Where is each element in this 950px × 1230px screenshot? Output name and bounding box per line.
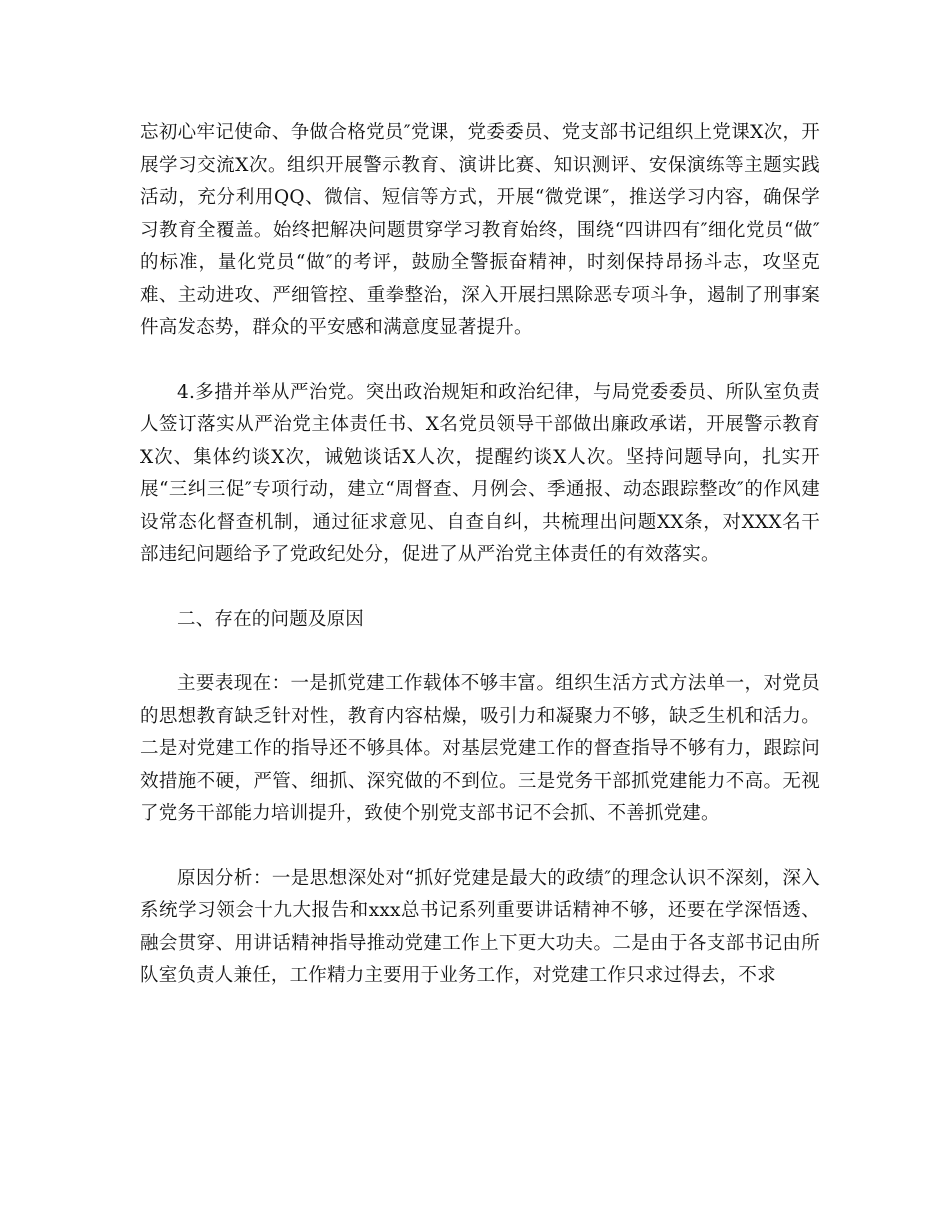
paragraph-continued-study-activities: 忘初心牢记使命、争做合格党员″党课，党委委员、党支部书记组织上党课X次，开展学习交流X次。组织开展警示教育、演讲比赛、知识测评、安保演练等主题实践活动，充分利用QQ、微信、短信等方式，开展“微党课″，推送学习内容，确保学习教育全覆盖。始终把解决问题贯穿学习教育始终，围绕“四讲四有″细化党员“做″的标准，量化党员“做″的考评，鼓励全警振奋精神，时刻保持昂扬斗志，攻坚克难、主动进攻、严细管控、重拳整治，深入开展扫黑除恶专项斗争，遏制了刑事案件高发态势，群众的平安感和满意度显著提升。 — [140, 122, 820, 338]
paragraph-main-problems: 主要表现在：一是抓党建工作载体不够丰富。组织生活方式方法单一，对党员的思想教育缺乏针对性，教育内容枯燥，吸引力和凝聚力不够，缺乏生机和活力。二是对党建工作的指导还不够具体。对基层党建工作的督查指导不够有力，跟踪问效措施不硬，严管、细抓、深究做的不到位。三是党务干部抓党建能力不高。无视了党务干部能力培训提升，致使个别党支部书记不会抓、不善抓党建。 — [140, 673, 820, 824]
paragraph-cause-analysis: 原因分析：一是思想深处对“抓好党建是最大的政绩″的理念认识不深刻，深入系统学习领会十九大报告和xxx总书记系列重要讲话精神不够，还要在学深悟透、融会贯穿、用讲话精神指导推动党建工作上下更大功夫。二是由于各支部书记由所队室负责人兼任，工作精力主要用于业务工作，对党建工作只求过得去，不求 — [140, 867, 820, 986]
paragraph-strict-party-governance: 4.多措并举从严治党。突出政治规矩和政治纪律，与局党委委员、所队室负责人签订落实从严治党主体责任书、X名党员领导干部做出廉政承诺，开展警示教育X次、集体约谈X次，诫勉谈话X人次，提醒约谈X人次。坚持问题导向，扎实开展“三纠三促″专项行动，建立“周督查、月例会、季通报、动态跟踪整改″的作风建设常态化督查机制，通过征求意见、自查自纠，共梳理出问题XX条，对XXX名干部违纪问题给予了党政纪处分，促进了从严治党主体责任的有效落实。 — [140, 381, 820, 565]
document-body — [140, 117, 820, 1025]
section-heading-problems-and-causes: 二、存在的问题及原因 — [177, 608, 365, 630]
